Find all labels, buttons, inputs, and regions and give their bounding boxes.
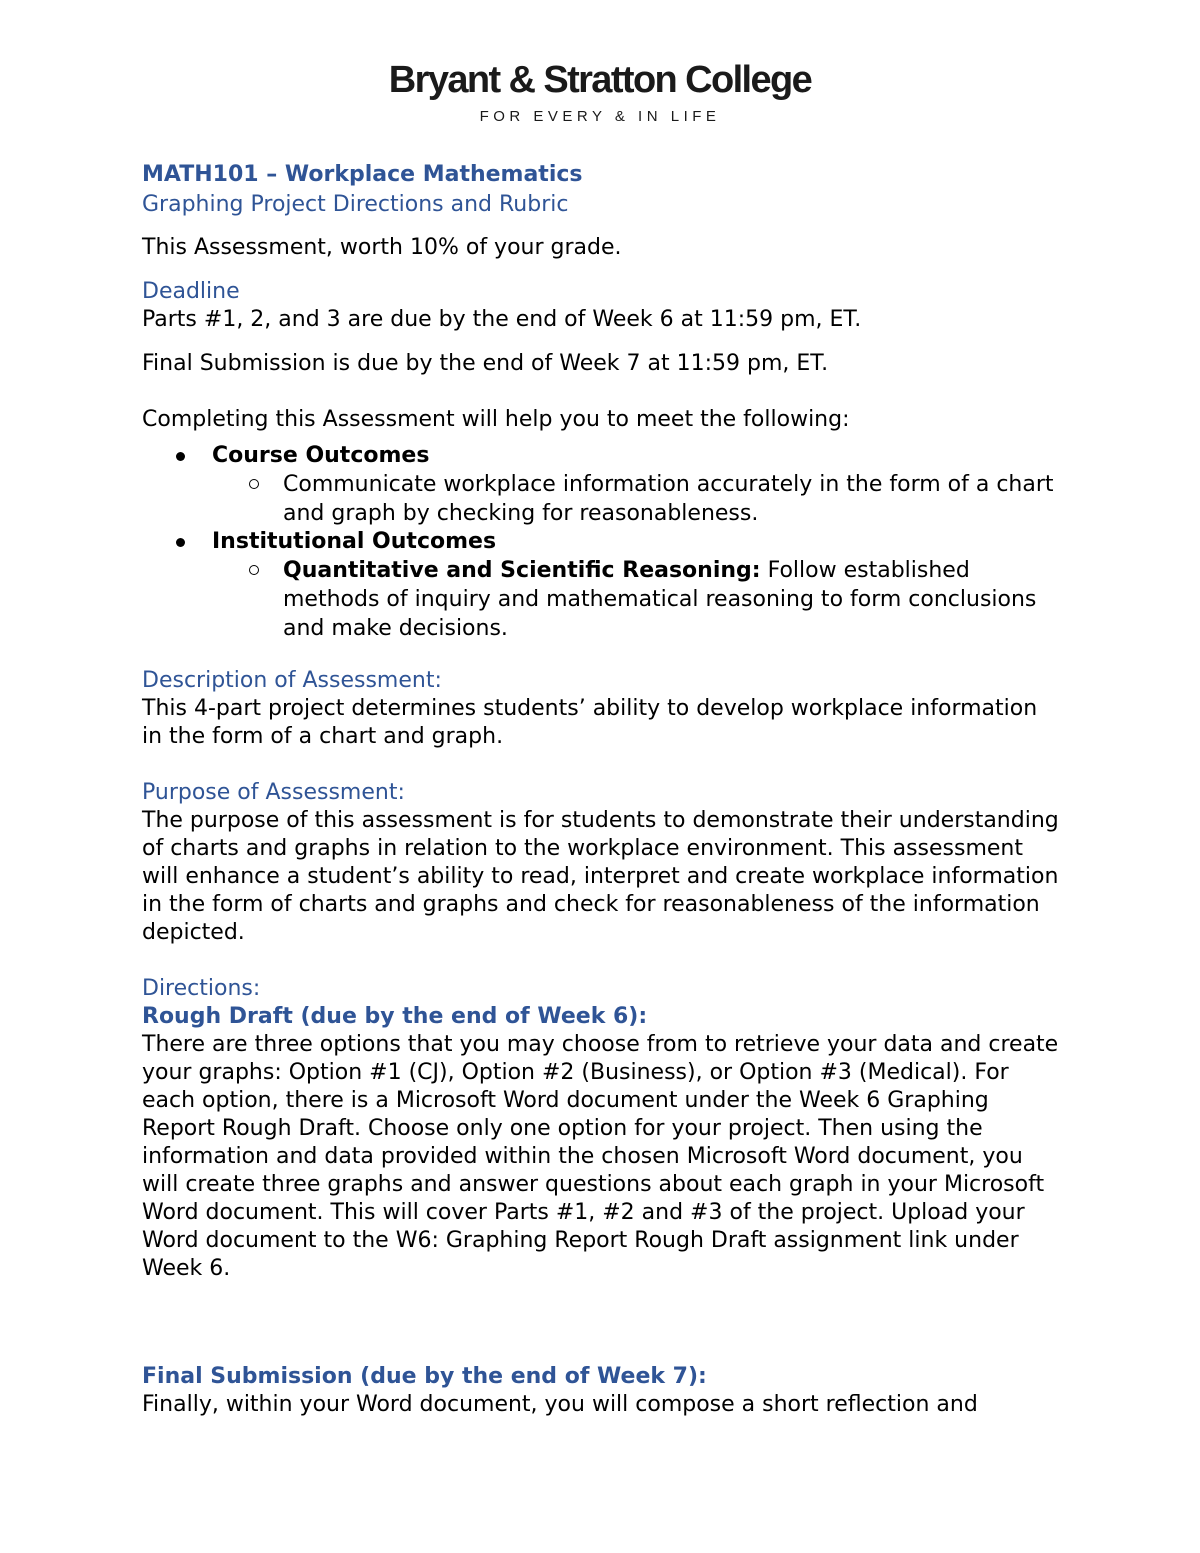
- description-text: This 4-part project determines students’ ability to develop workplace information in the form of a chart and graph.: [142, 696, 1038, 749]
- outcome-subitem-body: Communicate workplace information accurately in the form of a chart and graph by checking for reasonableness.: [283, 472, 1054, 526]
- logo-title: Bryant & Stratton College: [388, 59, 812, 101]
- outcome-subitem: [142, 556, 1062, 643]
- rough-draft-text: There are three options that you may choose from to retrieve your data and create your graphs: Option #1 (CJ), Option #2 (Business), or Option #3 (Medical). For each option, there is a Microsoft Word document under the Week 6 Graphing Report Rough Draft. Choose only one option for your project. Then using the information and data provided within the chosen Microsoft Word document, you will create three graphs and answer questions about each graph in your Microsoft Word document. This will cover Parts #1, #2 and #3 of the project. Upload your Word document to the W6: Graphing Report Rough Draft assignment link under Week 6.: [142, 1032, 1059, 1281]
- document-body: [142, 160, 1062, 1419]
- circle-bullet-icon: [249, 565, 259, 575]
- outcome-course: [142, 442, 1062, 528]
- course-title: MATH101 – Workplace Mathematics: [142, 162, 583, 187]
- outcome-subitem-body: Follow established methods of inquiry and mathematical reasoning to form conclusions and make decisions.: [283, 558, 1037, 641]
- circle-bullet-icon: [249, 479, 259, 489]
- logo-tagline: FOR EVERY & IN LIFE: [479, 108, 721, 125]
- outcome-label: Course Outcomes: [212, 443, 430, 468]
- outcome-subitem-text: [213, 556, 1062, 643]
- outcome-sublist: [212, 470, 1062, 528]
- outcomes-list: [142, 442, 1062, 643]
- final-submission-text: Finally, within your Word document, you will compose a short reflection and: [142, 1392, 978, 1417]
- deadline-final: Final Submission is due by the end of Week 7 at 11:59 pm, ET.: [142, 351, 829, 376]
- outcome-institutional: [142, 528, 1062, 643]
- deadline-heading: Deadline: [142, 279, 240, 304]
- outcome-sublist: [212, 556, 1062, 643]
- bullet-icon: [176, 538, 185, 547]
- bullet-icon: [176, 452, 185, 461]
- outcome-subitem-text: [213, 470, 1062, 528]
- deadline-parts: Parts #1, 2, and 3 are due by the end of Week 6 at 11:59 pm, ET.: [142, 307, 862, 332]
- purpose-text: The purpose of this assessment is for students to demonstrate their understanding of charts and graphs in relation to the workplace environment. This assessment will enhance a student’s ability to read, interpret and create workplace information in the form of charts and graphs and check for reasonableness of the information depicted.: [142, 808, 1059, 945]
- document-subtitle: Graphing Project Directions and Rubric: [142, 192, 569, 217]
- worth-statement: This Assessment, worth 10% of your grade.: [142, 235, 622, 260]
- description-heading: Description of Assessment:: [142, 668, 442, 693]
- rough-draft-heading: Rough Draft (due by the end of Week 6):: [142, 1004, 648, 1029]
- outcome-subitem-bold: Quantitative and Scientific Reasoning:: [283, 558, 761, 583]
- final-submission-heading: Final Submission (due by the end of Week 7):: [142, 1364, 707, 1389]
- completing-intro: Completing this Assessment will help you to meet the following:: [142, 407, 850, 432]
- outcome-label: Institutional Outcomes: [212, 529, 497, 554]
- purpose-heading: Purpose of Assessment:: [142, 780, 405, 805]
- outcome-subitem: [142, 470, 1062, 528]
- college-logo: [0, 58, 1200, 126]
- directions-heading: Directions:: [142, 976, 261, 1001]
